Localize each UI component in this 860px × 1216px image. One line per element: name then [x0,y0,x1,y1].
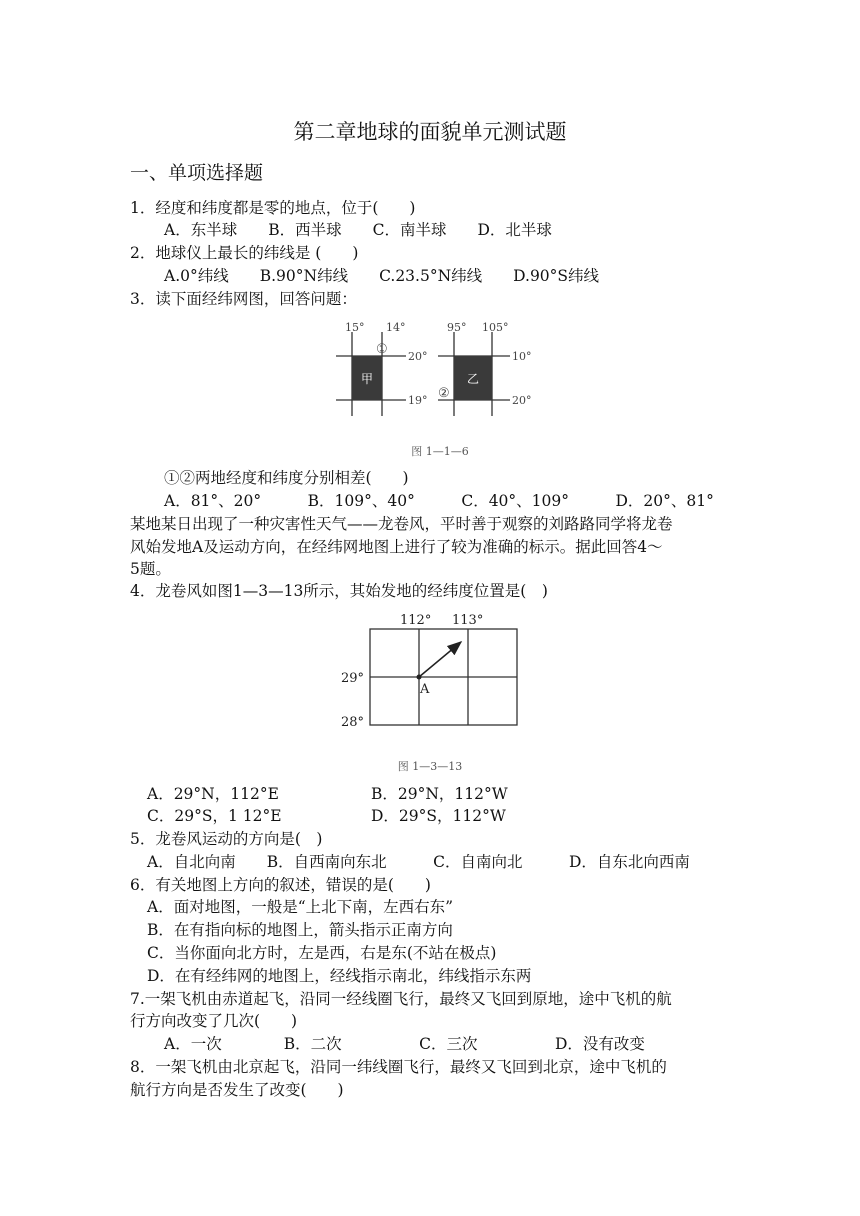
q6-option-a: A．面对地图，一般是“上北下南，左西右东” [147,898,454,916]
q6-stem: 6．有关地图上方向的叙述，错误的是( ) [130,876,431,894]
q6-option-b: B．在有指向标的地图上，箭头指示正南方向 [147,921,453,939]
q8-stem-line-1: 8．一架飞机由北京起飞，沿同一纬线圈飞行，最终又飞回到北京，途中飞机的 [130,1058,667,1076]
yi-lat-top: 10° [512,350,532,363]
yi-lon-left: 95° [447,321,467,334]
lat-28-label: 28° [341,715,365,730]
jia-label: 甲 [360,372,374,386]
q3-options: A．81°、20° B．109°、40° C．40°、109° D．20°、81° [164,492,714,510]
q1-stem: 1．经度和纬度都是零的地点，位于( ) [130,199,416,217]
yi-label: 乙 [466,372,480,386]
q5-options: A．自北向南 B．自西南向东北 C．自南向北 D．自东北向西南 [147,853,690,871]
figure-caption: 图 1—3—13 [397,760,463,773]
passage-line-3: 5题。 [130,560,171,578]
jia-lon-left: 15° [345,321,365,334]
q4-option-a: A．29°N，112°E [147,785,279,803]
q2-options: A.0°纬线 B.90°N纬线 C.23.5°N纬线 D.90°S纬线 [164,267,600,285]
q3-stem: 3．读下面经纬网图，回答问题： [130,290,357,308]
q2-stem: 2．地球仪上最长的纬线是 ( ) [130,244,359,262]
passage-line-1: 某地某日出现了一种灾害性天气——龙卷风，平时善于观察的刘路路同学将龙卷 [130,515,673,533]
q3-sub-stem: ①②两地经度和纬度分别相差( ) [164,469,409,487]
q6-option-d: D．在有经纬网的地图上，经线指示南北，纬线指示东两 [147,967,532,985]
figure-caption: 图 1—1—6 [411,445,469,458]
q7-options: A．一次 B．二次 C．三次 D．没有改变 [164,1035,645,1053]
jia-lat-bottom: 19° [408,394,428,407]
jia-lat-top: 20° [408,350,428,363]
q7-stem-line-2: 行方向改变了几次( ) [130,1012,298,1030]
q4-option-d: D．29°S，112°W [371,807,506,825]
section-heading: 一、单项选择题 [130,162,264,184]
tornado-direction-arrow [419,642,461,677]
yi-lat-bottom: 20° [512,394,532,407]
q4-option-b: B．29°N，112°W [371,785,508,803]
point-a-dot [417,675,422,680]
lat-29-label: 29° [341,671,365,686]
yi-lon-right: 105° [482,321,509,334]
point-2-marker: ② [438,386,450,401]
figure-1-3-13 [336,608,536,778]
jia-lon-right: 14° [386,321,406,334]
q4-stem: 4．龙卷风如图1—3—13所示，其始发地的经纬度位置是( ) [130,582,548,600]
figure-1-1-6 [330,318,550,460]
q5-stem: 5．龙卷风运动的方向是( ) [130,830,323,848]
q8-stem-line-2: 航行方向是否发生了改变( ) [130,1081,344,1099]
lon-112-label: 112° [400,613,432,628]
q7-stem-line-1: 7.一架飞机由赤道起飞，沿同一经线圈飞行，最终又飞回到原地，途中飞机的航 [130,990,672,1008]
point-a-label: A [420,682,430,697]
q4-option-c: C．29°S，1 12°E [147,807,282,825]
point-1-marker: ① [376,342,388,357]
lon-113-label: 113° [452,613,484,628]
passage-line-2: 风始发地A及运动方向，在经纬网地图上进行了较为准确的标示。据此回答4～ [130,538,663,556]
page-title: 第二章地球的面貌单元测试题 [293,120,567,144]
q6-option-c: C．当你面向北方时，左是西，右是东(不站在极点) [147,944,497,962]
q1-options: A．东半球 B．西半球 C．南半球 D．北半球 [164,221,552,239]
